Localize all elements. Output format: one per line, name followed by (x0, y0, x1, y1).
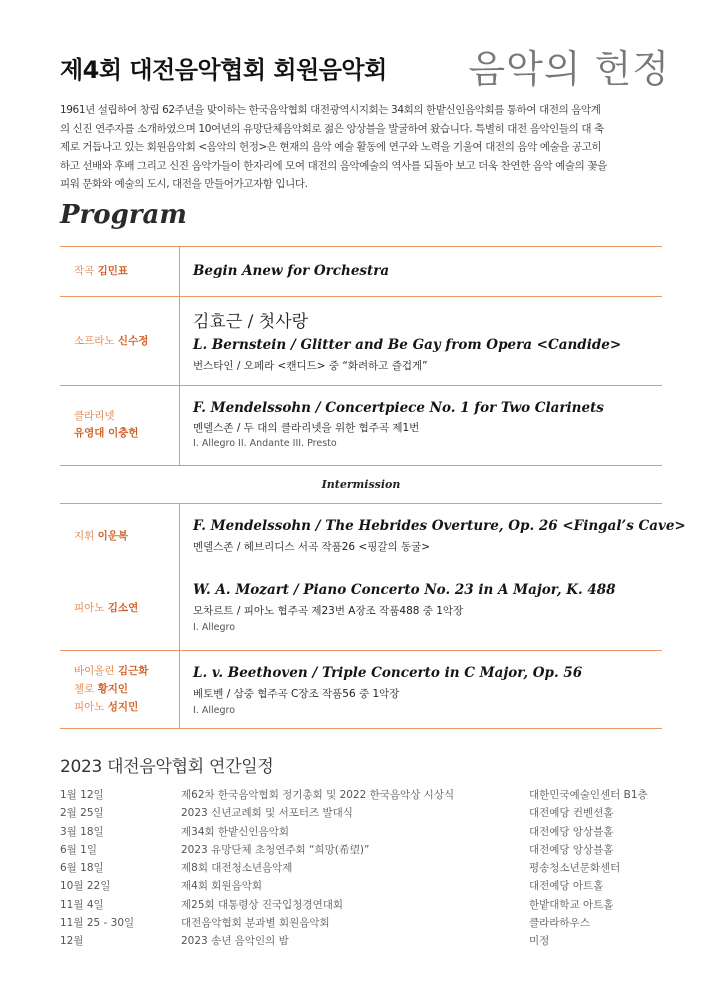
schedule-venue: 대전예당 아트홀 (529, 880, 604, 893)
performer-cell (60, 386, 180, 465)
performer-name: 신수정 (117, 335, 149, 347)
program-row-composer (60, 246, 662, 296)
performer-names (74, 425, 139, 442)
performer-label (74, 681, 128, 698)
schedule-date: 10월 22일 (60, 880, 111, 893)
program-row-intermission (60, 465, 662, 503)
intro-line: 하고 선배와 후배 그리고 신진 음악가들이 한자리에 모여 대전의 음악예술의 역사를 되돌아 보고 더욱 찬연한 음악 예술의 꽃을 (60, 159, 607, 172)
schedule-event: 2023 신년교례회 및 서포터즈 발대식 (181, 807, 353, 820)
schedule-event: 2023 송년 음악인의 밤 (181, 935, 289, 948)
schedule-row (60, 805, 670, 823)
schedule-venue: 대전예당 앙상블홀 (529, 825, 614, 838)
piece-title: F. Mendelssohn / The Hebrides Overture, Op. 26 <Fingal’s Cave> (193, 518, 686, 534)
schedule-row (60, 842, 670, 860)
intermission-label: Intermission (321, 478, 401, 491)
program-row-clarinet (60, 385, 662, 465)
performer-cell (60, 247, 180, 296)
program-heading: Program (60, 200, 187, 230)
intro-line: 제로 거듭나고 있는 회원음악회 <음악의 헌정>은 현재의 음악 예술 활동에 연구와 노력을 기울여 대전의 음악 예술을 공고히 (60, 141, 602, 153)
schedule-event: 제4회 회원음악회 (181, 880, 263, 893)
schedule-row (60, 897, 670, 915)
schedule-venue: 대전예당 컨벤션홀 (529, 807, 614, 820)
performer-name: 성지민 (107, 701, 139, 713)
performer-name: 김근화 (117, 665, 149, 677)
role-label: 피아노 (74, 602, 105, 614)
performer-name: 김민표 (97, 265, 129, 277)
piece-title-korean: 김효근 / 첫사랑 (193, 312, 309, 332)
piece-title: Begin Anew for Orchestra (193, 263, 390, 279)
schedule-venue: 평송청소년문화센터 (529, 862, 621, 875)
page-subtitle: 음악의 헌정 (468, 47, 670, 91)
schedule-date: 3월 18일 (60, 825, 104, 838)
program-row-orchestra (60, 503, 686, 650)
piece-title: L. v. Beethoven / Triple Concerto in C Major, Op. 56 (193, 665, 583, 681)
intro-line: 의 신진 연주자를 소개하였으며 10여년의 유망단체음악회로 젊은 앙상블을 발굴하여 왔습니다. 특별히 대전 음악인들의 대 축 (60, 122, 604, 135)
performer-name: 김소연 (107, 602, 139, 614)
performer-cell (60, 297, 180, 385)
performer-label (74, 333, 148, 350)
piece-title-translation: 번스타인 / 오페라 <캔디드> 중 “화려하고 즐겁게” (193, 360, 428, 372)
schedule-date: 2월 25일 (60, 807, 104, 820)
role-label: 피아노 (74, 701, 105, 713)
intro-line: 피워 문화와 예술의 도시, 대전을 만들어가고자함 입니다. (60, 178, 308, 190)
program-row-soprano (60, 296, 662, 385)
schedule-event: 제25회 대통령상 진국입청경연대회 (181, 898, 344, 911)
schedule-row (60, 787, 670, 805)
performer-cell (60, 651, 180, 728)
schedule-row (60, 933, 670, 951)
schedule-row (60, 824, 670, 842)
schedule-date: 11월 25 - 30일 (60, 917, 135, 930)
performer-label (74, 699, 138, 716)
schedule-venue: 클라라하우스 (529, 917, 590, 930)
piece-title-translation: 멘델스존 / 두 대의 클라리넷을 위한 협주곡 제1번 (193, 422, 420, 434)
schedule-venue: 대한민국예술인센터 B1층 (529, 789, 648, 801)
program-table (60, 246, 686, 729)
performer-name: 황지인 (97, 683, 129, 695)
schedule-date: 12월 (60, 935, 84, 948)
piece-title: F. Mendelssohn / Concertpiece No. 1 for Two Clarinets (193, 400, 604, 416)
schedule-row (60, 915, 670, 933)
piece-movements: I. Allegro (193, 622, 236, 633)
schedule-row (60, 860, 670, 878)
piece-title-translation: 베토벤 / 삼중 협주곡 C장조 작품56 중 1악장 (193, 688, 400, 700)
piece-title-translation: 모차르트 / 피아노 협주곡 제23번 A장조 작품488 중 1악장 (193, 605, 464, 617)
role-label: 소프라노 (74, 335, 115, 347)
schedule-date: 11월 4일 (60, 898, 104, 911)
piece-movements: I. Allegro (193, 705, 236, 716)
piece-movements: I. Allegro II. Andante III. Presto (193, 438, 337, 449)
performer-cell (60, 504, 180, 650)
schedule-event: 대전음악협회 분과별 회원음악회 (181, 917, 330, 930)
performer-label (74, 600, 138, 617)
schedule-venue: 미정 (529, 935, 550, 948)
schedule-row (60, 878, 670, 896)
schedule-venue: 대전예당 앙상블홀 (529, 843, 614, 856)
piece-title: W. A. Mozart / Piano Concerto No. 23 in A Major, K. 488 (193, 582, 616, 598)
schedule-date: 6월 18일 (60, 862, 104, 875)
schedule-date: 1월 12일 (60, 789, 104, 801)
performer-name: 유영대 이충헌 (74, 427, 139, 439)
role-label: 지휘 (74, 530, 95, 542)
schedule-event: 제34회 한밭신인음악회 (181, 825, 289, 838)
intro-line: 1961년 설립하여 창립 62주년을 맞이하는 한국음악협회 대전광역시지회는 34회의 한밭신인음악회를 통하여 대전의 음악계 (60, 104, 601, 116)
piece-title-translation: 멘델스존 / 헤브리디스 서곡 작품26 <핑갈의 동굴> (193, 541, 431, 553)
schedule-heading: 2023 대전음악협회 연간일정 (60, 757, 274, 777)
performer-label (74, 663, 148, 680)
schedule-venue: 한밭대학교 아트홀 (529, 898, 614, 911)
schedule-event: 2023 유망단체 초청연주회 “희망(希望)” (181, 843, 370, 856)
role-label: 첼로 (74, 683, 95, 695)
schedule-list (60, 787, 670, 952)
role-label: 작곡 (74, 265, 95, 277)
performer-role: 클라리넷 (74, 410, 115, 422)
performer-label (74, 263, 128, 280)
piece-title: L. Bernstein / Glitter and Be Gay from Opera <Candide> (193, 337, 622, 353)
performer-name: 이운복 (97, 530, 129, 542)
program-row-trio (60, 650, 662, 729)
schedule-date: 6월 1일 (60, 843, 97, 856)
schedule-event: 제62차 한국음악협회 정기총회 및 2022 한국음악상 시상식 (181, 789, 455, 801)
page-title: 제4회 대전음악협회 회원음악회 (60, 56, 387, 84)
intro-paragraph (60, 101, 664, 194)
role-label: 바이올린 (74, 665, 115, 677)
page-header (60, 40, 670, 91)
performer-label (74, 528, 128, 545)
schedule-event: 제8회 대전청소년음악제 (181, 862, 293, 875)
